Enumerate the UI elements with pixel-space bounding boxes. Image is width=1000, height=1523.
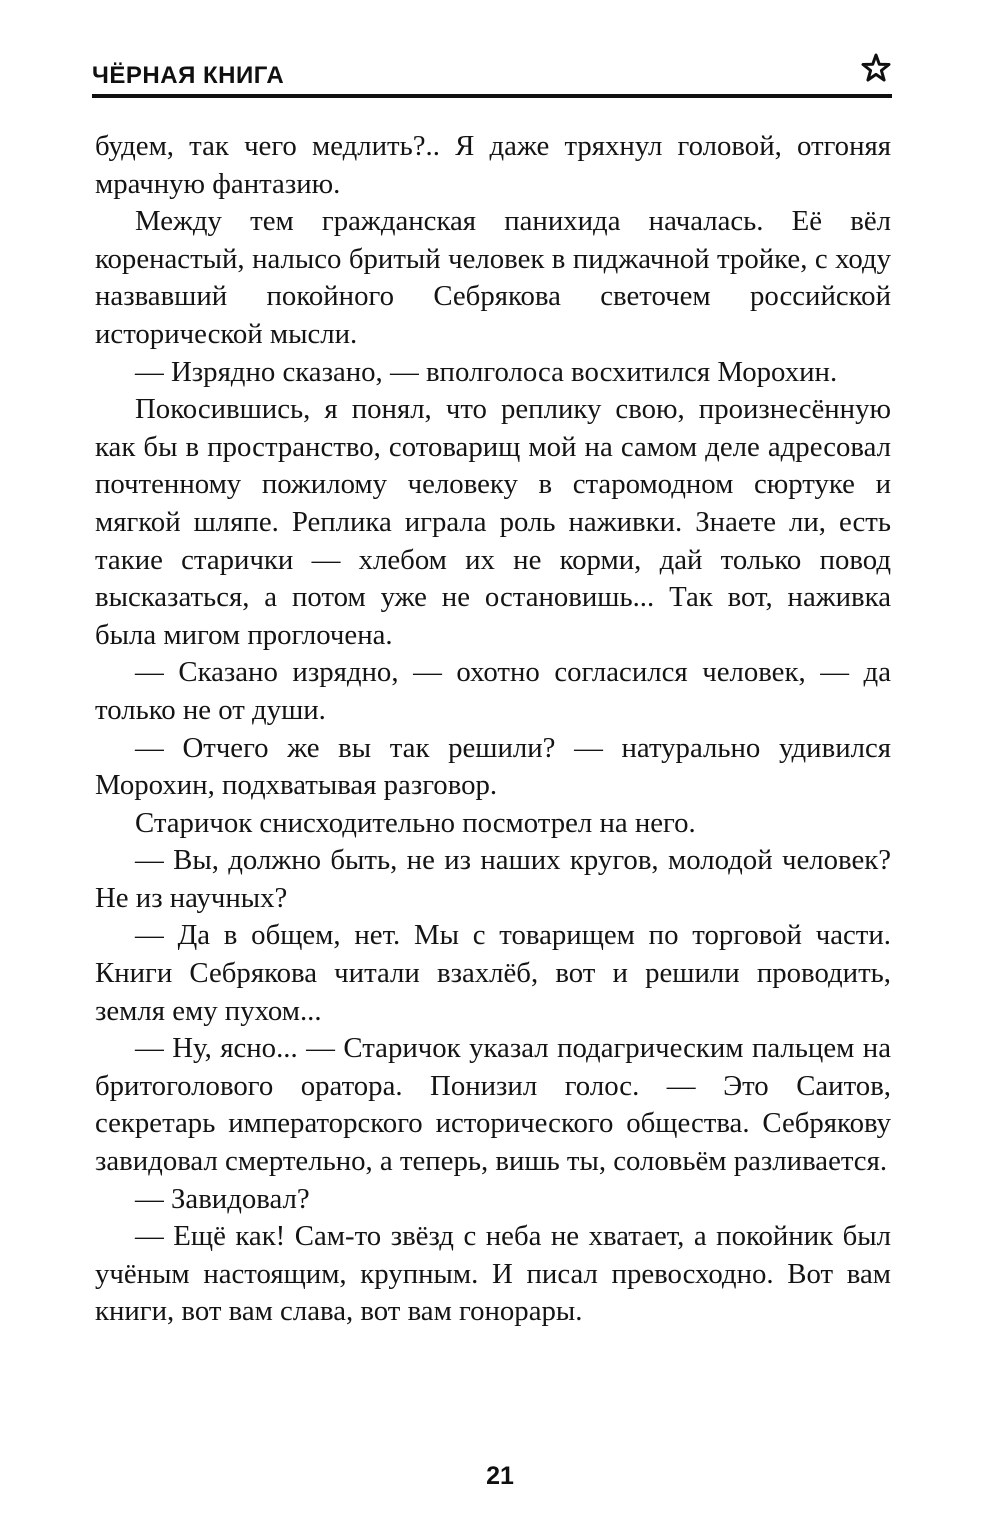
paragraph: — Отчего же вы так решили? — натурально удивился Морохин, подхватывая разговор. bbox=[95, 731, 891, 802]
body-text bbox=[95, 128, 891, 1331]
paragraph: Старичок снисходительно посмотрел на него. bbox=[135, 806, 696, 839]
paragraph: — Да в общем, нет. Мы с товарищем по торговой части. Книги Себрякова читали взахлёб, вот и решили проводить, земля ему пухом... bbox=[95, 919, 891, 1027]
paragraph: — Изрядно сказано, — вполголоса восхитился Морохин. bbox=[135, 355, 838, 388]
paragraph: Между тем гражданская панихида началась. Её вёл коренастый, налысо бритый человек в пиджачной тройке, с ходу назвавший покойного Себрякова светочем российской исторической мысли. bbox=[95, 205, 891, 350]
paragraph: — Вы, должно быть, не из наших кругов, молодой человек? Не из научных? bbox=[95, 844, 891, 914]
paragraph: Покосившись, я понял, что реплику свою, произнесённую как бы в пространство, сотоварищ мой на самом деле адресовал почтенному пожилому человеку в старомодном сюртуке и мягкой шляпе. Реплика играла роль наживки. Знаете ли, есть такие старички — хлебом их не корми, дай только повод высказаться, а потом уже не остановишь... Так вот, наживка была мигом проглочена. bbox=[95, 393, 891, 651]
paragraph: — Ещё как! Сам-то звёзд с неба не хватает, а покойник был учёным настоящим, крупным. И писал превосходно. Вот вам книги, вот вам слава, вот вам гонорары. bbox=[95, 1220, 891, 1328]
page-number: 21 bbox=[486, 1462, 514, 1490]
paragraph: — Ну, ясно... — Старичок указал подагрическим пальцем на бритоголового оратора. Понизил голос. — Это Саитов, секретарь императорского исторического общества. Себрякову завидовал смертельно, а теперь, вишь ты, соловьём разливается. bbox=[95, 1032, 891, 1178]
paragraph: — Завидовал? bbox=[135, 1182, 310, 1215]
header-rule bbox=[92, 94, 892, 98]
star-outline-icon bbox=[860, 52, 892, 84]
running-header bbox=[92, 52, 892, 98]
paragraph: — Сказано изрядно, — охотно согласился человек, — да только не от души. bbox=[95, 656, 891, 726]
paragraph: будем, так чего медлить?.. Я даже тряхнул головой, отгоняя мрачную фантазию. bbox=[95, 130, 891, 200]
running-header-title: ЧЁРНАЯ КНИГА bbox=[92, 62, 285, 89]
